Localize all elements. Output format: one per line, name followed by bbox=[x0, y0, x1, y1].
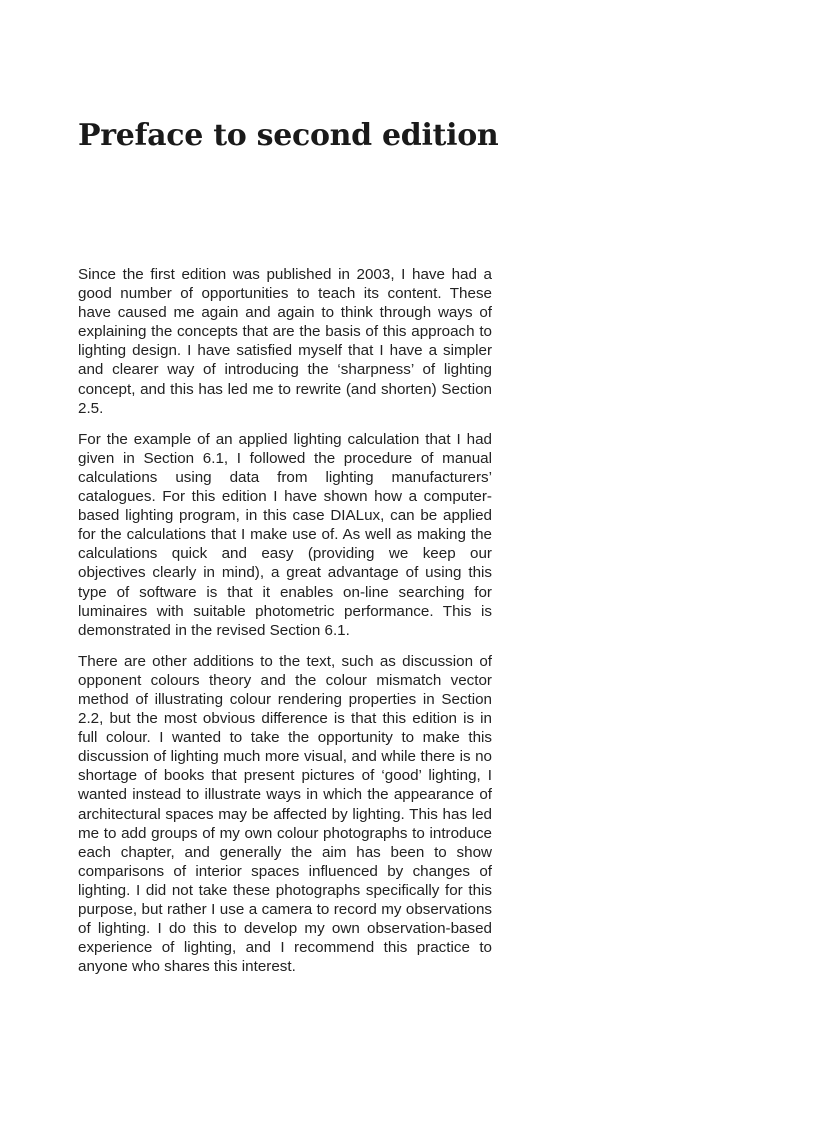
paragraph: Since the first edition was published in 2003, I have had a good number of opportunities to teach its content. These have caused me again and again to think through ways of explaining the concepts that are the basis of this approach to lighting design. I have satisfied myself that I have a simpler and clearer way of introducing the ‘sharpness’ of lighting concept, and this has led me to rewrite (and shorten) Section 2.5. bbox=[78, 266, 492, 417]
paragraph: For the example of an applied lighting calculation that I had given in Section 6.1, I followed the procedure of manual calculations using data from lighting manufacturers’ catalogues. For this edition I have shown how a computer-based lighting program, in this case DIALux, can be applied for the calculations that I make use of. As well as making the calculations quick and easy (providing we keep our objectives clearly in mind), a great advantage of using this type of software is that it enables on-line searching for luminaires with suitable photometric performance. This is demonstrated in the revised Section 6.1. bbox=[78, 430, 492, 639]
preface-body bbox=[78, 265, 492, 988]
page-title: Preface to second edition bbox=[78, 118, 499, 153]
paragraph: There are other additions to the text, such as discussion of opponent colours theory and the colour mismatch vector method of illustrating colour rendering properties in Section 2.2, but the most obvious difference is that this edition is in full colour. I wanted to take the opportunity to make this discussion of lighting much more visual, and while there is no shortage of books that present pictures of ‘good’ lighting, I wanted instead to illustrate ways in which the appearance of architectural spaces may be affected by lighting. This has led me to add groups of my own colour photographs to introduce each chapter, and generally the aim has been to show comparisons of interior spaces influenced by changes of lighting. I did not take these photographs specifically for this purpose, but rather I use a camera to record my observations of lighting. I do this to develop my own observation-based experience of lighting, and I recommend this practice to anyone who shares this interest. bbox=[78, 652, 492, 976]
